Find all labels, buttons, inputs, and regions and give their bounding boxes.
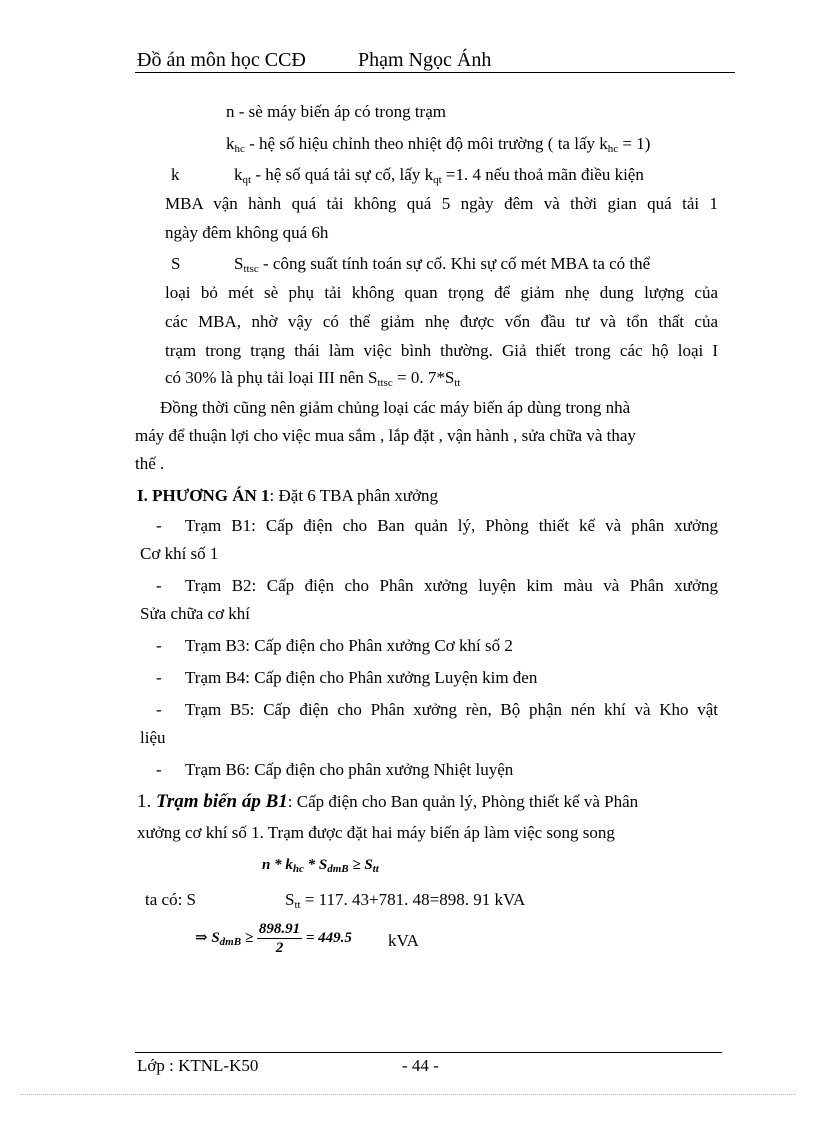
formula-fraction: $\frac{898.91}{2}$ — [258, 921, 301, 957]
def-s-lead: S — [171, 254, 181, 273]
header-rule — [135, 72, 735, 73]
footer-rule — [135, 1052, 722, 1053]
def-kqt-lead: k — [171, 165, 180, 184]
section-heading: I. PHƯƠNG ÁN 1: Đặt 6 TBA phân xưởng — [137, 486, 439, 505]
formula-unit: kVA — [388, 931, 419, 950]
bullet-b5: - — [156, 700, 162, 719]
def-s-line2: loại bỏ mét sè phụ tải không quan trọng để giảm nhẹ dung lượng của — [165, 283, 718, 302]
formula-taco: ta có: S — [145, 890, 196, 909]
formula-stt: $S_{tt} = 117$. 43+781. 48=898. 91 kVA — [285, 890, 526, 911]
def-s-line3: các MBA, nhờ vậy có thể giảm nhẹ được vốn đầu tư và tổn thất của — [165, 312, 718, 331]
formula-inequality: $n * k_{hc} * S_{dmB} \ge S_{tt}$ — [262, 857, 379, 875]
bullet-b2-text: Trạm B2: Cấp điện cho Phân xưởng luyện kim màu và Phân xưởng — [185, 576, 718, 595]
para-line2: máy để thuận lợi cho việc mua sắm , lắp đặt , vận hành , sửa chữa và thay — [135, 426, 636, 445]
bullet-b4: - — [156, 668, 162, 687]
bullet-b2-line2: Sửa chữa cơ khí — [140, 604, 251, 623]
def-s-line5: có 30% là phụ tải loại III nên $S_{ttsc} = 0$. $7*S_{tt}$ — [165, 368, 461, 389]
footer-class: Lớp : KTNL-K50 — [137, 1056, 259, 1075]
subsection-line2: xưởng cơ khí số 1. Trạm được đặt hai máy biến áp làm việc song song — [137, 823, 615, 842]
bullet-b4-text: Trạm B4: Cấp điện cho Phân xưởng Luyện kim đen — [185, 668, 538, 687]
bullet-b6-text: Trạm B6: Cấp điện cho phân xưởng Nhiệt luyện — [185, 760, 514, 779]
bullet-b2: - — [156, 576, 162, 595]
def-kqt-line2: MBA vận hành quá tải không quá 5 ngày đêm và thời gian quá tải 1 — [165, 194, 718, 213]
header-author: Phạm Ngọc Ánh — [358, 49, 492, 71]
bullet-b1-line2: Cơ khí số 1 — [140, 544, 219, 563]
formula-result: ⇒ $S_{dmB}$ ≥ $\frac{898.91}{2}$ = 449.5 — [195, 921, 352, 957]
para-line1: Đồng thời cũng nên giảm chủng loại các máy biến áp dùng trong nhà — [160, 398, 631, 417]
header-course: Đồ án môn học CCĐ — [137, 49, 306, 71]
def-khc: $k_{hc}$ - hệ số hiệu chỉnh theo nhiệt độ môi trường ( ta lấy $k_{hc} = 1$) — [226, 134, 651, 155]
page-edge-dots — [20, 1094, 796, 1095]
bullet-b6: - — [156, 760, 162, 779]
bullet-b5-text: Trạm B5: Cấp điện cho Phân xưởng rèn, Bộ phận nén khí và Kho vật — [185, 700, 718, 719]
bullet-b3: - — [156, 636, 162, 655]
bullet-b1-text: Trạm B1: Cấp điện cho Ban quản lý, Phòng thiết kế và phân xưởng — [185, 516, 718, 535]
subsection-heading: 1. Trạm biến áp B1: Cấp điện cho Ban quản lý, Phòng thiết kế và Phân — [137, 791, 639, 812]
footer-page-number: - 44 - — [402, 1056, 439, 1075]
bullet-b1: - — [156, 516, 162, 535]
bullet-b5-line2: liệu — [140, 728, 166, 747]
def-s: $S_{ttsc}$ - công suất tính toán sự cố. Khi sự cố mét MBA ta có thể — [234, 254, 651, 275]
def-kqt: $k_{qt}$ - hệ số quá tải sự cố, lấy $k_{qt} =1$. 4 nếu thoả mãn điều kiện — [234, 165, 644, 186]
def-s-line4: trạm trong trạng thái làm việc bình thường. Giả thiết trong các hộ loại I — [165, 341, 718, 360]
bullet-b3-text: Trạm B3: Cấp điện cho Phân xưởng Cơ khí số 2 — [185, 636, 513, 655]
def-kqt-line3: ngày đêm không quá 6h — [165, 223, 329, 242]
para-line3: thế . — [135, 454, 165, 473]
def-n: n - sè máy biến áp có trong trạm — [226, 102, 446, 121]
